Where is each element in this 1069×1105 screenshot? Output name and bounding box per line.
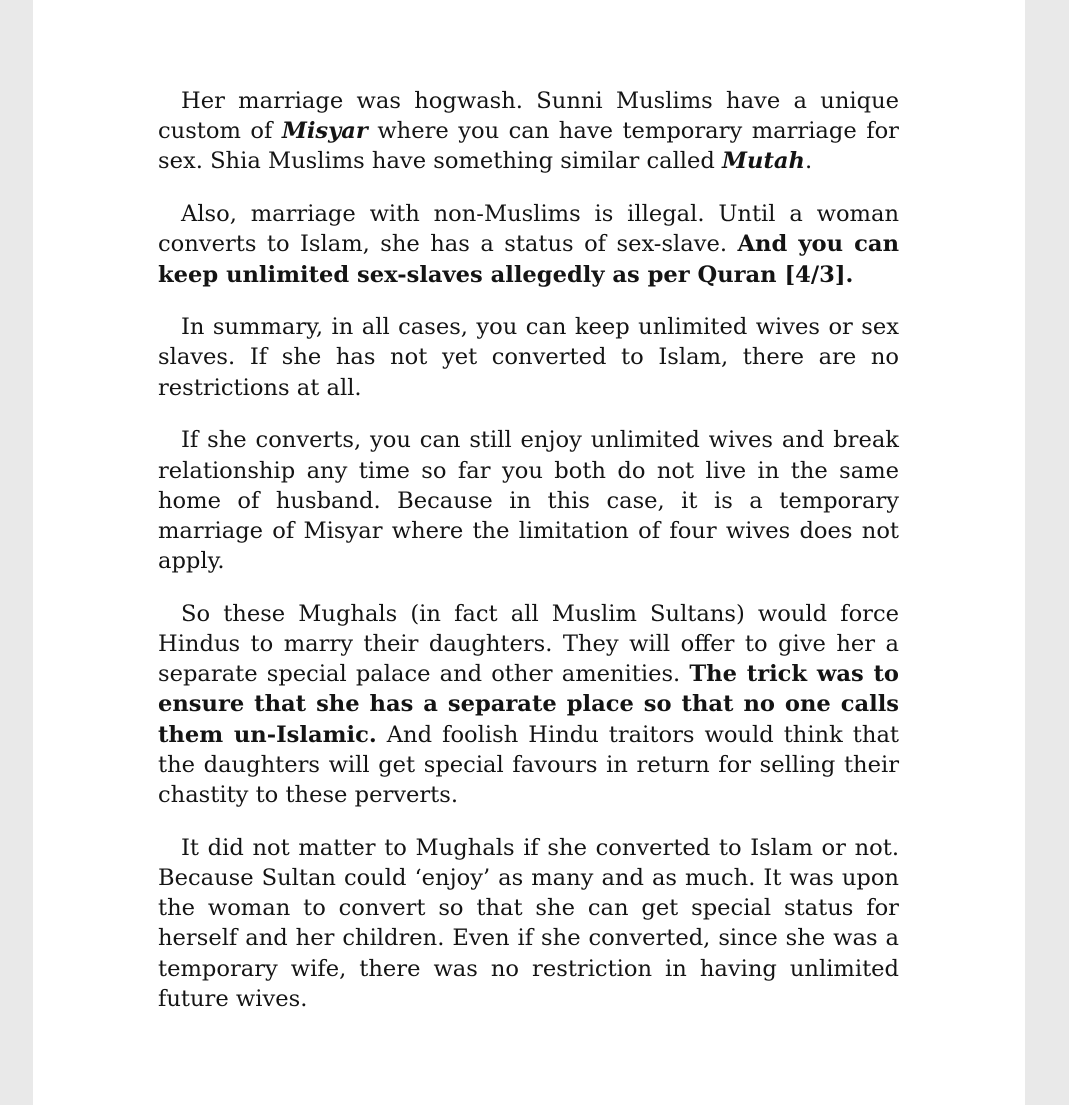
bold-statement: The trick was to ensure that she has a separate place so that no one calls them un-Islamic. [158, 661, 899, 748]
text-segment: Her marriage was hogwash. Sunni Muslims have a unique custom of [158, 88, 899, 145]
text-segment: It did not matter to Mughals if she converted to Islam or not. Because Sultan could ‘enjoy’ as many and as much. It was upon the woman to convert so that she can get special status for herself and her children. Even if she converted, since she was a temporary wife, there was no restriction in having unlimited future wives. [158, 834, 899, 1012]
paragraph-2 [158, 199, 899, 290]
bold-statement: And you can keep unlimited sex-slaves allegedly as per Quran [4/3]. [158, 231, 899, 288]
paragraph-1 [158, 86, 899, 177]
text-segment: where you can have temporary marriage for sex. Shia Muslims have something similar called [158, 118, 899, 175]
text-segment: And foolish Hindu traitors would think that the daughters will get special favours in return for selling their chastity to these perverts. [158, 721, 899, 809]
text-segment: If she converts, you can still enjoy unlimited wives and break relationship any time so far you both do not live in the same home of husband. Because in this case, it is a temporary marriage of Misyar where the limitation of four wives does not apply. [158, 427, 899, 575]
term-mutah: Mutah [722, 148, 805, 175]
paragraph-4 [158, 425, 899, 576]
text-segment: . [805, 148, 813, 175]
page-sheet [33, 0, 1025, 1105]
text-segment: In summary, in all cases, you can keep unlimited wives or sex slaves. If she has not yet converted to Islam, there are no restrictions at all. [158, 314, 899, 401]
text-segment: Also, marriage with non-Muslims is illegal. Until a woman converts to Islam, she has a status of sex-slave. [158, 201, 899, 258]
document-body [158, 86, 899, 1036]
paragraph-3 [158, 312, 899, 403]
paragraph-5 [158, 599, 899, 810]
text-segment: So these Mughals (in fact all Muslim Sultans) would force Hindus to marry their daughters. They will offer to give her a separate special palace and other amenities. [158, 600, 899, 688]
term-misyar: Misyar [281, 118, 368, 145]
paragraph-6 [158, 833, 899, 1014]
